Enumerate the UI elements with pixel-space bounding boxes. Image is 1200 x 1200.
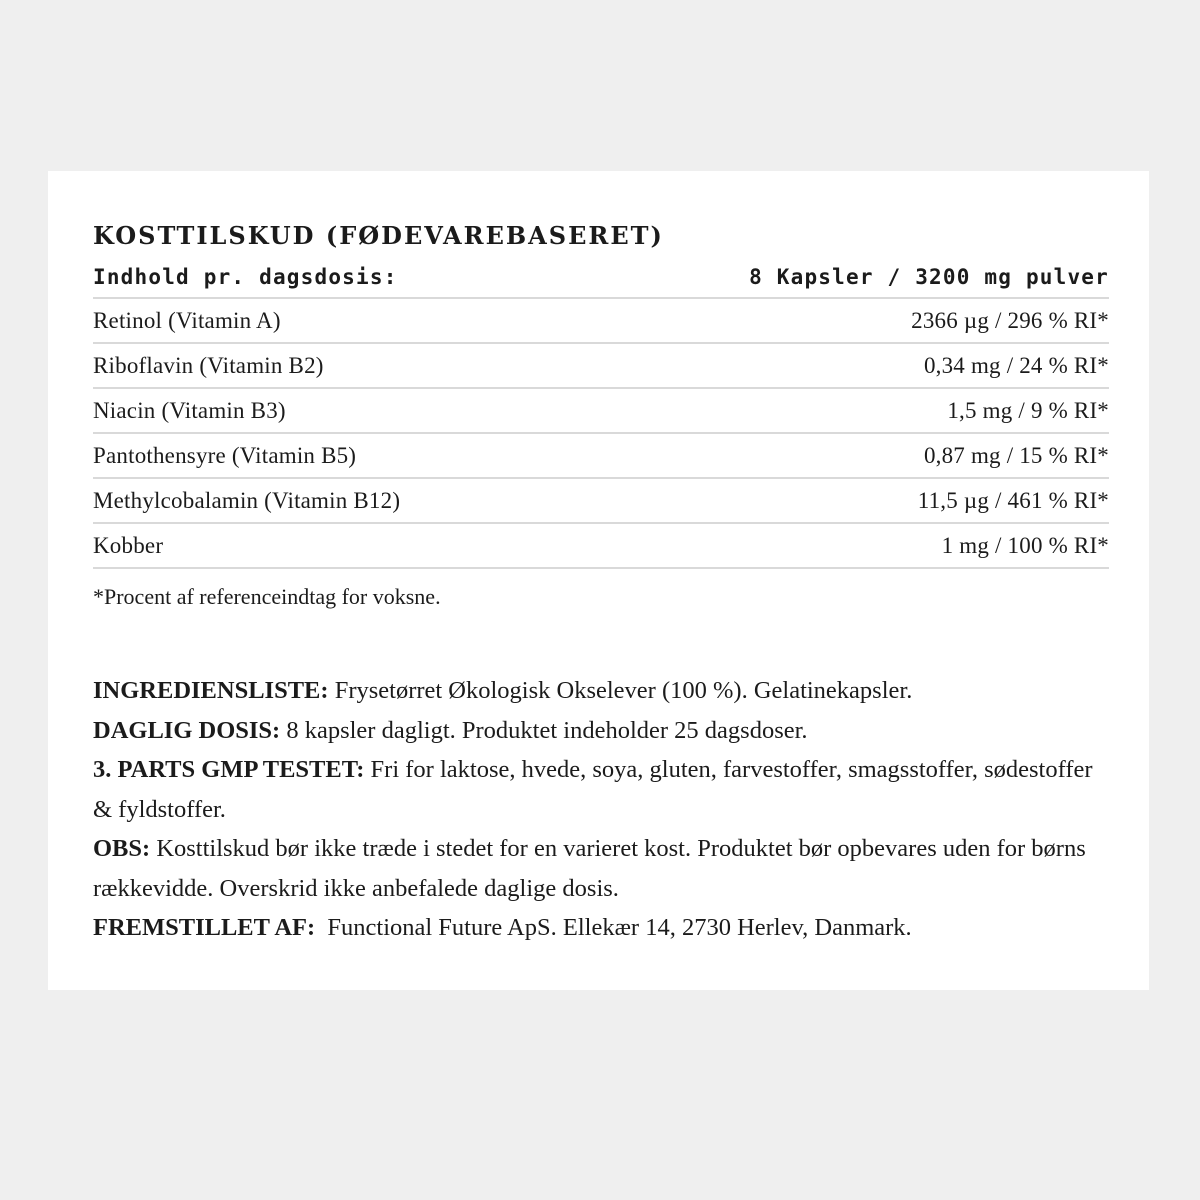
table-row — [93, 298, 1109, 343]
producer-line — [93, 908, 1109, 948]
label-content — [93, 221, 1109, 948]
table-row — [93, 388, 1109, 433]
table-row — [93, 478, 1109, 523]
nutrient-name: Retinol (Vitamin A) — [93, 298, 561, 343]
table-row — [93, 523, 1109, 568]
nutrition-table — [93, 257, 1109, 569]
nutrient-name: Niacin (Vitamin B3) — [93, 388, 561, 433]
nutrient-value: 2366 µg / 296 % RI* — [561, 298, 1109, 343]
nutrient-value: 1,5 mg / 9 % RI* — [561, 388, 1109, 433]
table-row — [93, 343, 1109, 388]
nutrient-value: 0,34 mg / 24 % RI* — [561, 343, 1109, 388]
nutrition-table-header — [93, 257, 1109, 298]
producer-text: Functional Future ApS. Ellekær 14, 2730 Herlev, Danmark. — [315, 914, 912, 941]
nutrient-value: 0,87 mg / 15 % RI* — [561, 433, 1109, 478]
ingredients-text: Frysetørret Økologisk Okselever (100 %). Gelatinekapsler. — [328, 677, 913, 704]
nutrient-name: Pantothensyre (Vitamin B5) — [93, 433, 561, 478]
table-row — [93, 433, 1109, 478]
producer-label: FREMSTILLET AF: — [93, 914, 316, 941]
gmp-tested-label: 3. PARTS GMP TESTET: — [93, 756, 365, 783]
nutrient-name: Kobber — [93, 523, 561, 568]
nutrient-name: Methylcobalamin (Vitamin B12) — [93, 478, 561, 523]
header-content-label: Indhold pr. dagsdosis: — [93, 257, 561, 298]
obs-text: Kosttilskud bør ikke træde i stedet for en varieret kost. Produktet bør opbevares uden for børns rækkevidde. Overskrid ikke anbefalede daglige dosis. — [93, 835, 1086, 902]
ingredients-line — [93, 671, 1109, 711]
label-card — [48, 171, 1149, 990]
gmp-tested-line — [93, 750, 1109, 829]
gmp-tested-text: Fri for laktose, hvede, soya, gluten, farvestoffer, smagsstoffer, sødestoffer & fyldstoffer. — [93, 756, 1093, 823]
nutrient-name: Riboflavin (Vitamin B2) — [93, 343, 561, 388]
daily-dose-label: DAGLIG DOSIS: — [93, 716, 281, 744]
header-dose-label: 8 Kapsler / 3200 mg pulver — [561, 257, 1109, 298]
daily-dose-text: 8 kapsler dagligt. Produktet indeholder 25 dagsdoser. — [280, 716, 808, 744]
ingredients-label: INGREDIENSLISTE: — [93, 677, 329, 704]
label-title: KOSTTILSKUD (FØDEVAREBASERET) — [93, 221, 664, 250]
nutrient-value: 1 mg / 100 % RI* — [561, 523, 1109, 568]
reference-footnote: *Procent af referenceindtag for voksne. — [93, 584, 441, 609]
daily-dose-line — [93, 711, 1109, 751]
nutrient-value: 11,5 µg / 461 % RI* — [561, 478, 1109, 523]
obs-line — [93, 829, 1109, 908]
product-info — [93, 671, 1109, 948]
obs-label: OBS: — [93, 835, 151, 862]
